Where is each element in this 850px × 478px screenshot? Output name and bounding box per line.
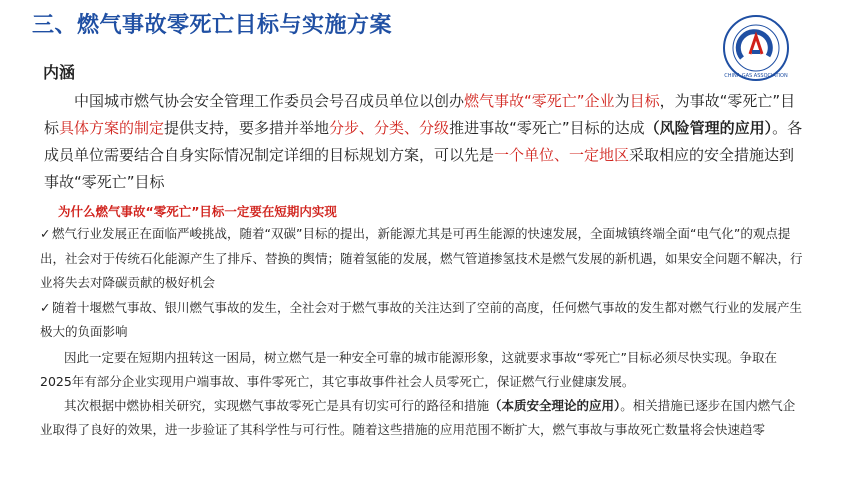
para1-highlight: 具体方案的制定: [59, 119, 165, 137]
china-gas-association-logo: [722, 14, 790, 82]
para1-bold: （风险管理的应用）: [644, 119, 773, 137]
intro-paragraph: [44, 88, 804, 196]
para1-text: 提供支持，要多措并举地: [164, 119, 330, 137]
conclusion-paragraphs: [40, 346, 806, 442]
para1-text: 中国城市燃气协会安全管理工作委员会号召成员单位以创办: [74, 92, 465, 110]
para1-highlight: 燃气事故“零死亡”企业: [464, 92, 615, 110]
bullet-item: [40, 222, 808, 296]
bullet-text: 随着十堰燃气事故、银川燃气事故的发生，全社会对于燃气事故的关注达到了空前的高度，任何燃气事故的发生都对燃气行业的发展产生极大的负面影响: [40, 299, 803, 339]
check-icon: ✓: [40, 226, 51, 241]
check-icon: ✓: [40, 299, 51, 315]
para2-bold: （本质安全理论的应用）: [489, 398, 621, 413]
para1-text: 为: [614, 92, 630, 110]
section-subtitle: 内涵: [43, 63, 76, 82]
conclusion-paragraph-2: [40, 394, 806, 442]
para1-text: ，为事故“零死亡”目标: [44, 92, 796, 137]
conclusion-paragraph-1: [40, 346, 806, 394]
para2-text: 。相关措施已逐步在国内燃气企业取得了良好的效果，进一步验证了其科学性与可行性。随着这些措施的应用范围不断扩大，燃气事故与事故死亡数量将会快速趋零: [40, 398, 796, 437]
bullet-list: [40, 222, 808, 345]
bullet-item: [40, 296, 808, 345]
bullet-text: 燃气行业发展正在面临严峻挑战，随着“双碳”目标的提出，新能源尤其是可再生能源的快速发展，全面城镇终端全面“电气化”的观点提出，社会对于传统石化能源产生了排斥、替换的舆情；随着氢能的发展，燃气管道掺氢技术是燃气发展的新机遇，如果安全问题不解决，行业将失去对降碳贡献的极好机会: [40, 226, 803, 290]
para1-text: 推进事故“零死亡”目标的达成: [449, 119, 645, 137]
svg-text:CHINA GAS ASSOCIATION: CHINA GAS ASSOCIATION: [724, 73, 788, 79]
para1-highlight: 分步、分类、分级: [329, 119, 450, 137]
para1-text: 。各成员单位需要结合自身实际情况制定详细的目标规划方案，可以先是: [44, 119, 803, 164]
why-heading: 为什么燃气事故“零死亡”目标一定要在短期内实现: [58, 204, 337, 219]
para1-highlight: 目标: [629, 92, 660, 110]
para2-text: 其次根据中燃协相关研究，实现燃气事故零死亡是具有切实可行的路径和措施: [64, 398, 490, 413]
para2-text: 因此一定要在短期内扭转这一困局，树立燃气是一种安全可靠的城市能源形象，这就要求事故“零死亡”目标必须尽快实现。争取在2025年有部分企业实现用户端事故、事件零死亡，其它事故事件社会人员零死亡，保证燃气行业健康发展。: [40, 350, 777, 389]
para1-text: 采取相应的安全措施达到事故“零死亡”目标: [44, 146, 795, 191]
para1-highlight: 一个单位、一定地区: [494, 146, 630, 164]
page-title: 三、燃气事故零死亡目标与实施方案: [32, 13, 393, 38]
